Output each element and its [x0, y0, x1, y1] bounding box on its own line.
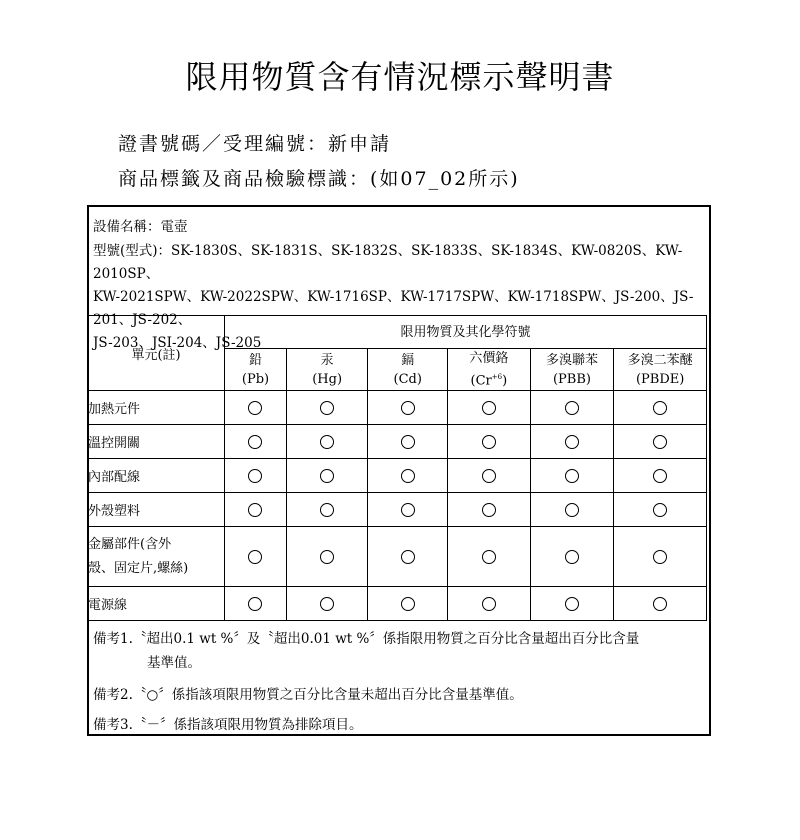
remark-1 — [93, 627, 639, 647]
mark-cell — [225, 527, 287, 587]
device-name: 設備名稱：電壺 — [93, 219, 188, 235]
unit-header: 單元(註) — [88, 316, 225, 391]
substance-header: 六價鉻 $(Cr^{+6})$ — [448, 349, 531, 391]
mark-cell — [614, 587, 707, 621]
mark-cell — [614, 527, 707, 587]
circle-mark-icon — [565, 550, 579, 564]
mark-cell — [448, 425, 531, 459]
model-line: JS-203、JSI-204、JS-205 — [93, 335, 262, 351]
circle-mark-icon — [320, 469, 334, 483]
mark-cell — [225, 587, 287, 621]
table-row — [88, 527, 707, 587]
mark-cell — [530, 527, 614, 587]
circle-mark-icon — [248, 597, 262, 611]
remark-2 — [93, 683, 523, 703]
unit-name: 電源線 — [88, 587, 225, 621]
circle-mark-icon — [653, 435, 667, 449]
substance-header: 鉛 (Pb) — [225, 349, 287, 391]
mark-cell — [614, 391, 707, 425]
circle-mark-icon — [320, 597, 334, 611]
circle-mark-icon — [482, 597, 496, 611]
circle-mark-icon — [482, 503, 496, 517]
circle-mark-icon — [482, 469, 496, 483]
remark-text: 〝－〞係指該項限用物質為排除項目。 — [133, 717, 363, 733]
mark-cell — [448, 459, 531, 493]
table-row — [88, 459, 707, 493]
mark-cell — [286, 527, 368, 587]
mark-cell — [225, 391, 287, 425]
substance-group-header: 限用物質及其化學符號 — [225, 316, 707, 349]
unit-name: 內部配線 — [88, 459, 225, 493]
circle-mark-icon — [401, 401, 415, 415]
mark-cell — [530, 587, 614, 621]
circle-mark-icon — [401, 597, 415, 611]
mark-cell — [225, 459, 287, 493]
model-line: 型號(型式)：SK-1830S、SK-1831S、SK-1832S、SK-1833S、SK-1834S、KW-0820S、KW-2010SP、 — [93, 243, 683, 282]
circle-mark-icon — [653, 503, 667, 517]
mark-cell — [368, 527, 448, 587]
mark-cell — [530, 425, 614, 459]
mark-cell — [614, 493, 707, 527]
remark-text: 〝超出0.1 wt %〞及〝超出0.01 wt %〞係指限用物質之百分比含量超出百分比含量 — [133, 631, 640, 647]
circle-mark-icon — [248, 401, 262, 415]
circle-mark-icon — [248, 550, 262, 564]
unit-name: 外殼塑料 — [88, 493, 225, 527]
remark-label: 備考3. — [93, 717, 133, 733]
circle-mark-icon — [401, 469, 415, 483]
unit-name: 金屬部件(含外 殼、固定片,螺絲) — [88, 527, 225, 587]
mark-cell — [368, 493, 448, 527]
substance-header: 鎘 (Cd) — [368, 349, 448, 391]
circle-mark-icon — [320, 550, 334, 564]
mark-cell — [614, 459, 707, 493]
mark-cell — [368, 391, 448, 425]
circle-mark-icon — [248, 469, 262, 483]
label-identification-line: 商品標籤及商品檢驗標識：(如07_02所示) — [118, 168, 520, 190]
mark-cell — [448, 527, 531, 587]
mark-cell — [448, 493, 531, 527]
remark-1-continuation: 基準值。 — [147, 655, 201, 671]
mark-cell — [286, 425, 368, 459]
circle-mark-icon — [401, 550, 415, 564]
mark-cell — [530, 391, 614, 425]
circle-mark-icon — [653, 550, 667, 564]
circle-mark-icon — [653, 469, 667, 483]
circle-mark-icon — [248, 435, 262, 449]
mark-cell — [286, 587, 368, 621]
mark-cell — [530, 493, 614, 527]
circle-mark-icon — [248, 503, 262, 517]
remark-label: 備考1. — [93, 631, 133, 647]
substance-header: 多溴聯苯 (PBB) — [530, 349, 614, 391]
circle-mark-icon — [565, 435, 579, 449]
circle-mark-icon — [565, 503, 579, 517]
unit-name: 加熱元件 — [88, 391, 225, 425]
circle-mark-icon — [482, 550, 496, 564]
circle-mark-icon — [320, 435, 334, 449]
mark-cell — [286, 493, 368, 527]
circle-mark-icon — [401, 435, 415, 449]
circle-mark-icon — [565, 401, 579, 415]
mark-cell — [368, 587, 448, 621]
remark-text: 〝○〞係指該項限用物質之百分比含量未超出百分比含量基準值。 — [133, 687, 523, 703]
declaration-frame — [87, 205, 711, 736]
table-header-row — [88, 316, 707, 349]
substance-table — [87, 315, 707, 621]
unit-name: 溫控開關 — [88, 425, 225, 459]
mark-cell — [286, 459, 368, 493]
mark-cell — [614, 425, 707, 459]
circle-mark-icon — [401, 503, 415, 517]
circle-mark-icon — [565, 597, 579, 611]
mark-cell — [448, 587, 531, 621]
circle-mark-icon — [482, 435, 496, 449]
circle-mark-icon — [320, 401, 334, 415]
table-row — [88, 587, 707, 621]
page-title: 限用物質含有情況標示聲明書 — [185, 58, 615, 96]
table-row — [88, 425, 707, 459]
substance-header: 多溴二苯醚 (PBDE) — [614, 349, 707, 391]
model-line: KW-2021SPW、KW-2022SPW、KW-1716SP、KW-1717SPW、KW-1718SPW、JS-200、JS-201、JS-202、 — [93, 289, 694, 328]
mark-cell — [368, 425, 448, 459]
table-row — [88, 391, 707, 425]
mark-cell — [530, 459, 614, 493]
table-row — [88, 493, 707, 527]
certificate-number-line: 證書號碼／受理編號：新申請 — [118, 133, 392, 155]
mark-cell — [225, 425, 287, 459]
mark-cell — [286, 391, 368, 425]
remark-3 — [93, 713, 363, 733]
mark-cell — [225, 493, 287, 527]
circle-mark-icon — [320, 503, 334, 517]
circle-mark-icon — [653, 597, 667, 611]
mark-cell — [368, 459, 448, 493]
substance-header: 汞 (Hg) — [286, 349, 368, 391]
remark-label: 備考2. — [93, 687, 133, 703]
mark-cell — [448, 391, 531, 425]
circle-mark-icon — [482, 401, 496, 415]
circle-mark-icon — [653, 401, 667, 415]
circle-mark-icon — [565, 469, 579, 483]
